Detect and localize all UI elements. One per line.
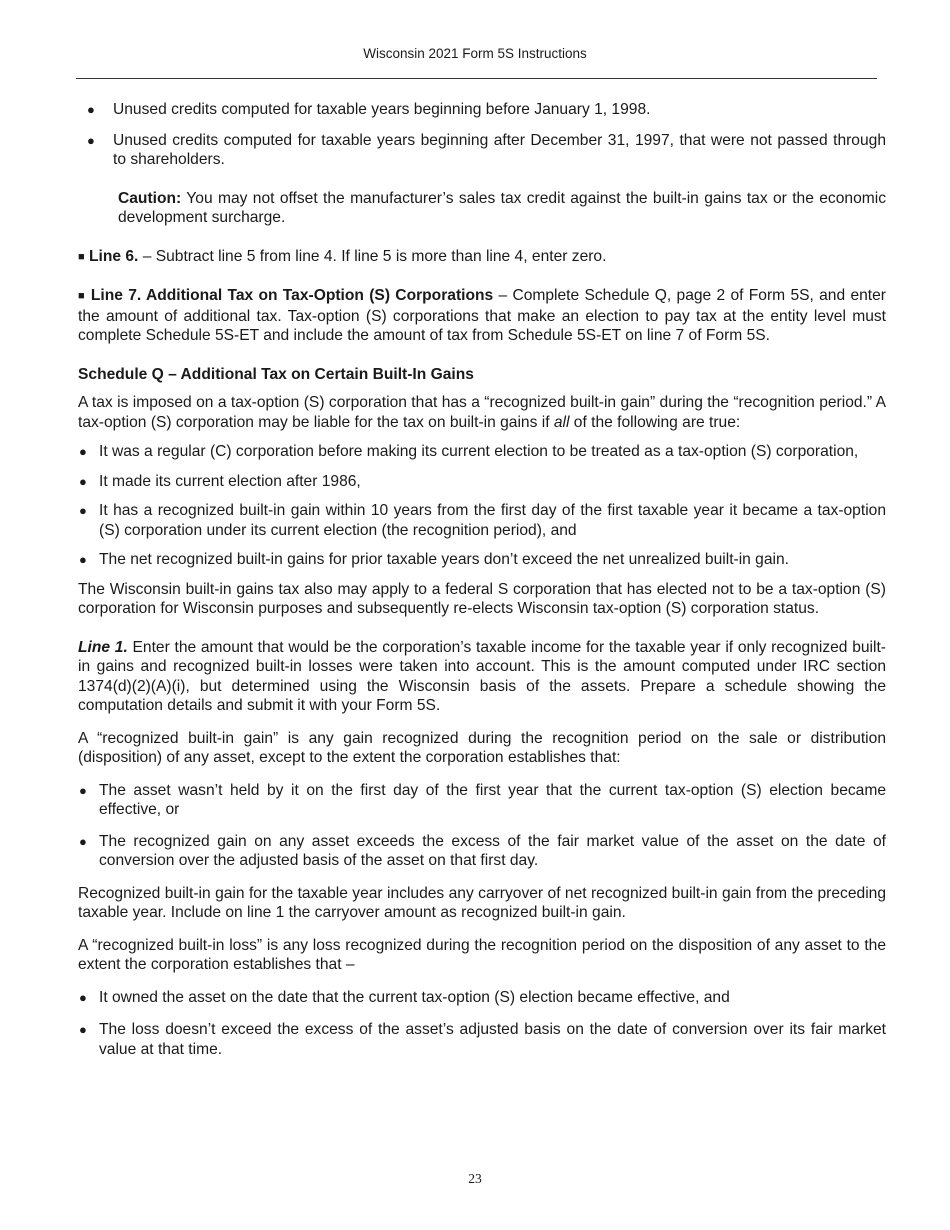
page-content — [78, 100, 886, 1059]
square-bullet-icon: ■ — [78, 250, 85, 263]
list-item: ● Unused credits computed for taxable years beginning after December 31, 1997, that were not passed through to shareholders. — [87, 131, 886, 168]
bullet-icon: ● — [87, 132, 95, 148]
schedule-q-intro: A tax is imposed on a tax-option (S) corporation that has a “recognized built-in gain” during the “recognition period.” A tax-option (S) corporation may be liable for the tax on built-in gains if all of the following are true: — [78, 394, 886, 431]
list-item: ● It owned the asset on the date that the current tax-option (S) election became effective, and — [79, 988, 730, 1006]
line-6-label: Line 6. — [84, 247, 139, 265]
list-item: ● The loss doesn’t exceed the excess of the asset’s adjusted basis on the date of conversion over its fair market value at that time. — [79, 1021, 886, 1058]
bullet-icon: ● — [87, 102, 95, 117]
list-item: ● The asset wasn’t held by it on the first day of the first year that the current tax-option (S) election became effective, or — [79, 781, 886, 818]
federal-s-corp-note: The Wisconsin built-in gains tax also may apply to a federal S corporation that has elected not to be a tax-option (S) corporation for Wisconsin purposes and subsequently re-elects Wisconsin tax-option (S) corporation status. — [78, 580, 886, 617]
bullet-icon: ● — [79, 444, 87, 459]
loss-conditions-list — [78, 988, 886, 1060]
list-item: ● The recognized gain on any asset exceeds the excess of the fair market value of the asset on the date of conversion over the adjusted basis of the asset on that first day. — [79, 832, 886, 869]
list-item: ● It was a regular (C) corporation before making its current election to be treated as a tax-option (S) corporation, — [79, 443, 859, 460]
list-item: ● The net recognized built-in gains for prior taxable years don’t exceed the net unrealized built-in gain. — [79, 551, 790, 568]
bullet-icon: ● — [79, 782, 87, 798]
bullet-icon: ● — [79, 473, 87, 489]
caution-note: Caution: You may not offset the manufacturer’s sales tax credit against the built-in gains tax or the economic development surcharge. — [118, 189, 886, 226]
bullet-icon: ● — [79, 552, 87, 567]
header-rule — [76, 78, 877, 79]
bullet-icon: ● — [79, 1022, 87, 1037]
list-item: ● It made its current election after 1986, — [79, 472, 361, 490]
list-item: ● Unused credits computed for taxable years beginning before January 1, 1998. — [87, 101, 651, 118]
line-1-instruction: Line 1. Enter the amount that would be the corporation’s taxable income for the taxable year if only recognized built-in gains and recognized built-in losses were taken into account. This is the amount computed under IRC section 1374(d)(2)(A)(i), but determined using the Wisconsin basis of the assets. Prepare a schedule showing the computation details and submit it with your Form 5S. — [78, 638, 886, 714]
page-header: Wisconsin 2021 Form 5S Instructions — [363, 46, 587, 61]
caution-label: Caution: — [118, 189, 182, 207]
list-item: ● It has a recognized built-in gain within 10 years from the first day of the first taxable year it became a tax-option (S) corporation under its current election (the recognition period), and — [79, 502, 886, 539]
page-number: 23 — [468, 1171, 482, 1186]
conditions-list — [78, 442, 886, 570]
built-in-loss-definition: A “recognized built-in loss” is any loss recognized during the recognition period on the disposition of any asset to the extent the corporation establishes that – — [78, 936, 886, 973]
square-bullet-icon: ■ — [78, 290, 86, 302]
bullet-icon: ● — [79, 989, 87, 1005]
line-6-instruction: ■ Line 6. – Subtract line 5 from line 4. If line 5 is more than line 4, enter zero. — [78, 247, 607, 265]
line-1-label: Line 1. — [78, 638, 128, 656]
schedule-q-heading: Schedule Q – Additional Tax on Certain Built-In Gains — [78, 365, 474, 383]
unused-credits-list — [78, 100, 886, 170]
carryover-note: Recognized built-in gain for the taxable year includes any carryover of net recognized built-in gain from the preceding taxable year. Include on line 1 the carryover amount as recognized built-in gain. — [78, 884, 886, 921]
built-in-gain-definition: A “recognized built-in gain” is any gain recognized during the recognition period on the sale or distribution (disposition) of any asset, except to the extent the corporation establishes that: — [78, 729, 886, 766]
line-7-instruction: ■ Line 7. Additional Tax on Tax-Option (S) Corporations – Complete Schedule Q, page 2 of Form 5S, and enter the amount of additional tax. Tax-option (S) corporations that make an election to pay tax at the entity level must complete Schedule 5S-ET and include the amount of tax from Schedule 5S-ET on line 7 of Form 5S. — [78, 287, 886, 344]
bullet-icon: ● — [79, 503, 87, 518]
line-7-label: Line 7. Additional Tax on Tax-Option (S) Corporations — [85, 287, 494, 304]
bullet-icon: ● — [79, 833, 87, 849]
gain-exceptions-list — [78, 781, 886, 871]
